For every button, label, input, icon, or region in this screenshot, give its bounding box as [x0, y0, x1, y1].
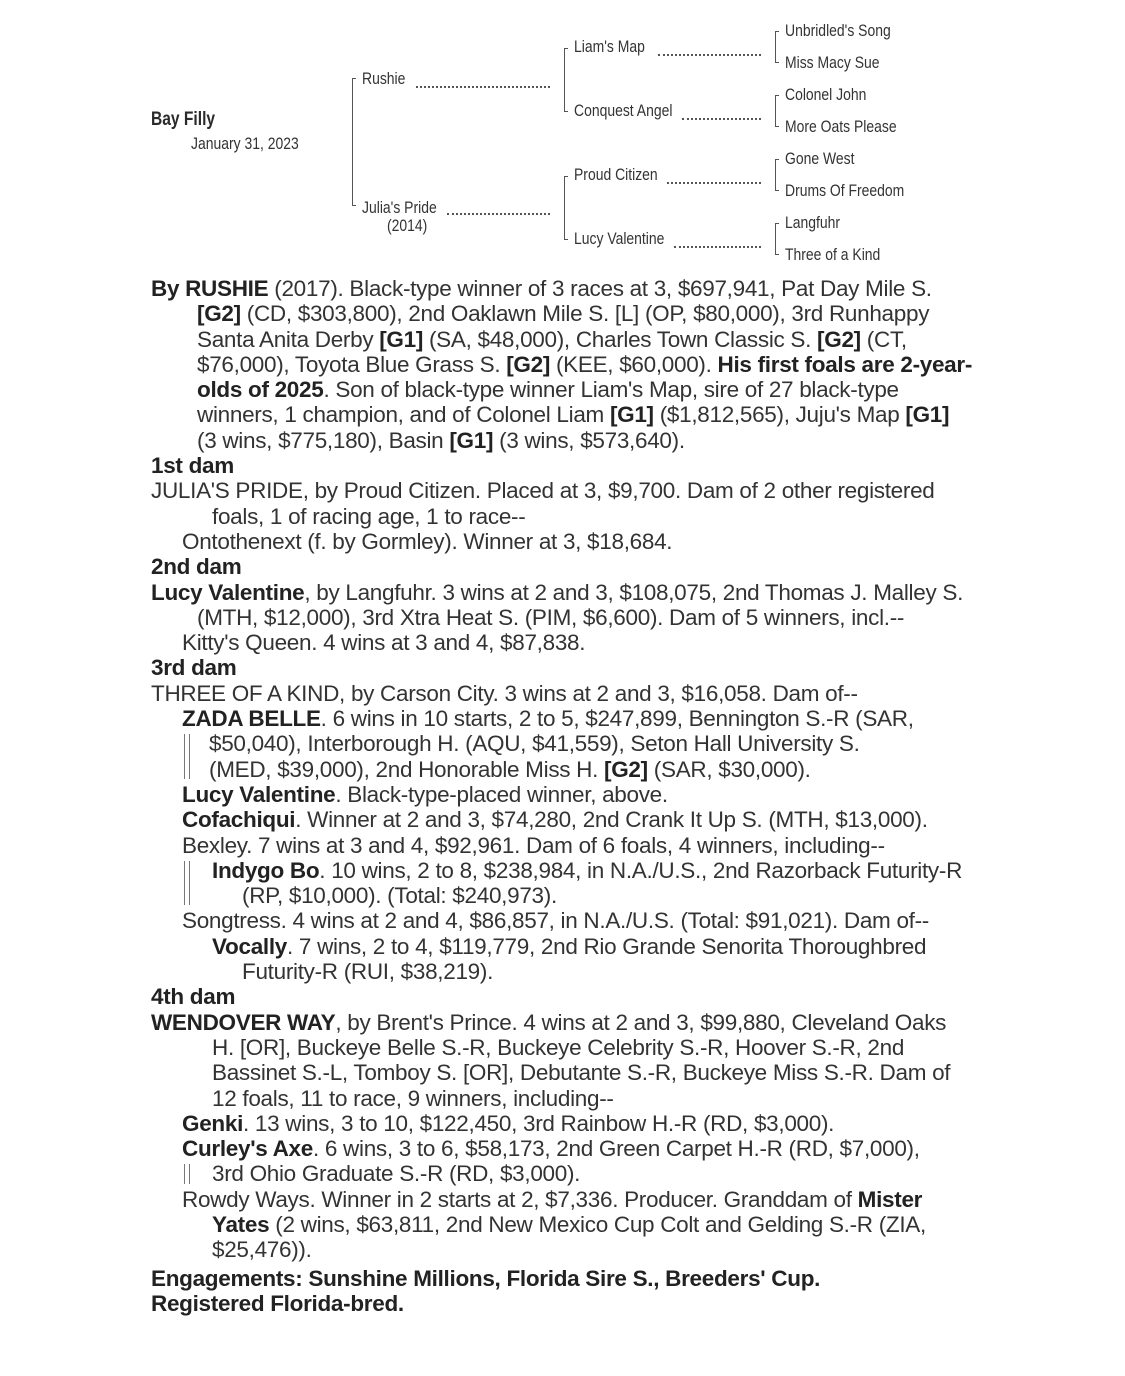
pedigree-chart	[0, 0, 1125, 275]
grade-badge: [G1]	[905, 402, 950, 428]
ggp-5: Gone West	[785, 149, 855, 168]
second-dam-name: Lucy Valentine	[151, 579, 305, 605]
sire-name: Rushie	[362, 69, 406, 88]
dam-sire-name: Proud Citizen	[574, 165, 658, 184]
first-dam-foal: Ontothenext (f. by Gormley). Winner at 3, $18,684.	[182, 528, 673, 554]
second-dam-foal: Kitty's Queen. 4 wins at 3 and 4, $87,838.	[182, 630, 586, 656]
dam-year: (2014)	[387, 216, 428, 235]
grade-badge: [G1]	[379, 326, 424, 352]
foal-songtress: Songtress. 4 wins at 2 and 4, $86,857, in N.A./U.S. (Total: $91,021). Dam of--	[182, 908, 929, 934]
subject-title: Bay Filly	[151, 109, 216, 130]
foal-cofachiqui: Cofachiqui. Winner at 2 and 3, $74,280, 2nd Crank It Up S. (MTH, $13,000).	[182, 807, 928, 833]
foal-genki: Genki. 13 wins, 3 to 10, $122,450, 3rd Rainbow H.-R (RD, $3,000).	[182, 1110, 835, 1136]
grade-badge: [G2]	[817, 326, 861, 352]
first-dam-heading: 1st dam	[151, 453, 234, 479]
third-dam-heading: 3rd dam	[151, 655, 237, 681]
foal-indygo-bo-block	[151, 858, 973, 909]
grade-badge: [G2]	[604, 756, 648, 782]
foal-zada-belle: ZADA BELLE. 6 wins in 10 starts, 2 to 5, $247,899, Bennington S.-R (SAR,	[182, 706, 914, 732]
foal-zada-belle-continued: $50,040), Interborough H. (AQU, $41,559), Seton Hall University S. (MED, $39,000), 2nd Honorable Miss H. [G2] (SAR, $30,000).	[151, 731, 973, 782]
fourth-dam-heading: 4th dam	[151, 984, 236, 1010]
foal-rowdy-ways: Rowdy Ways. Winner in 2 starts at 2, $7,336. Producer. Granddam of Mister Yates (2 wins, $63,811, 2nd New Mexico Cup Colt and Gelding S.-R (ZIA, $25,476)).	[182, 1186, 926, 1263]
sire-sire-name: Liam's Map	[574, 37, 645, 56]
foal-vocally: Vocally. 7 wins, 2 to 4, $119,779, 2nd Rio Grande Senorita Thoroughbred Futurity-R (RUI, $38,219).	[212, 933, 927, 985]
engagements: Engagements: Sunshine Millions, Florida Sire S., Breeders' Cup.	[151, 1265, 821, 1291]
fourth-dam-text: WENDOVER WAY, by Brent's Prince. 4 wins at 2 and 3, $99,880, Cleveland Oaks H. [OR], Buckeye Belle S.-R, Buckeye Celebrity S.-R, Hoover S.-R, 2nd Bassinet S.-L, Tomboy S. [OR], Debutante S.-R, Buckeye Miss S.-R. Dam of 12 foals, 11 to race, 9 winners, including--	[151, 1009, 951, 1111]
ggp-4: More Oats Please	[785, 117, 897, 136]
ggp-8: Three of a Kind	[785, 245, 881, 264]
sire-paragraph: By RUSHIE (2017). Black-type winner of 3 races at 3, $697,941, Pat Day Mile S. [G2] (CD, $303,800), 2nd Oaklawn Mile S. [L] (OP, $80,000), 3rd Runhappy Santa Anita Derby [G1] (SA, $48,000), Charles Town Classic S. [G2] (CT, $76,000), Toyota Blue Grass S. [G2] (KEE, $60,000). His first foals are 2-year-olds of 2025. Son of black-type winner Liam's Map, sire of 27 black-type winners, 1 champion, and of Colonel Liam [G1] ($1,812,565), Juju's Map [G1] (3 wins, $775,180), Basin [G1] (3 wins, $573,640).	[151, 276, 973, 453]
grade-badge: [G1]	[449, 427, 494, 453]
ggp-1: Unbridled's Song	[785, 21, 891, 40]
ggp-6: Drums Of Freedom	[785, 181, 905, 200]
grade-badge: [G1]	[609, 402, 654, 428]
subject-foaled-date: January 31, 2023	[191, 134, 299, 153]
foal-curleys-axe-continued: 3rd Ohio Graduate S.-R (RD, $3,000).	[151, 1161, 973, 1186]
first-foals-note: His first foals are 2-year-olds of 2025	[197, 351, 973, 403]
sire-lead: By RUSHIE	[151, 276, 269, 301]
foal-lucy-valentine: Lucy Valentine. Black-type-placed winner, above.	[182, 781, 668, 807]
ggp-2: Miss Macy Sue	[785, 53, 880, 72]
ggp-3: Colonel John	[785, 85, 867, 104]
bracket-line	[352, 78, 353, 206]
third-dam-text: THREE OF A KIND, by Carson City. 3 wins at 2 and 3, $16,058. Dam of--	[151, 680, 858, 706]
grade-badge: [G2]	[506, 351, 551, 377]
registered-note: Registered Florida-bred.	[151, 1290, 404, 1316]
first-dam-text: JULIA'S PRIDE, by Proud Citizen. Placed at 3, $9,700. Dam of 2 other registered foals, 1 of racing age, 1 to race--	[151, 478, 935, 529]
foal-indygo-bo: Indygo Bo. 10 wins, 2 to 8, $238,984, in N.A./U.S., 2nd Razorback Futurity-R (RP, $10,000). (Total: $240,973).	[212, 857, 963, 909]
sire-dam-name: Conquest Angel	[574, 101, 673, 120]
dam-name: Julia's Pride	[362, 198, 437, 217]
foal-curleys-axe: Curley's Axe. 6 wins, 3 to 6, $58,173, 2nd Green Carpet H.-R (RD, $7,000),	[182, 1136, 920, 1162]
second-dam-heading: 2nd dam	[151, 554, 242, 580]
second-dam-text: Lucy Valentine, by Langfuhr. 3 wins at 2 and 3, $108,075, 2nd Thomas J. Malley S. (MTH, $12,000), 3rd Xtra Heat S. (PIM, $6,600). Dam of 5 winners, incl.--	[151, 579, 964, 630]
grade-badge: [G2]	[197, 301, 241, 327]
ggp-7: Langfuhr	[785, 213, 841, 232]
dam-dam-name: Lucy Valentine	[574, 229, 665, 248]
foal-bexley: Bexley. 7 wins at 3 and 4, $92,961. Dam of 6 foals, 4 winners, including--	[182, 832, 885, 858]
catalog-page-body	[151, 276, 973, 1316]
